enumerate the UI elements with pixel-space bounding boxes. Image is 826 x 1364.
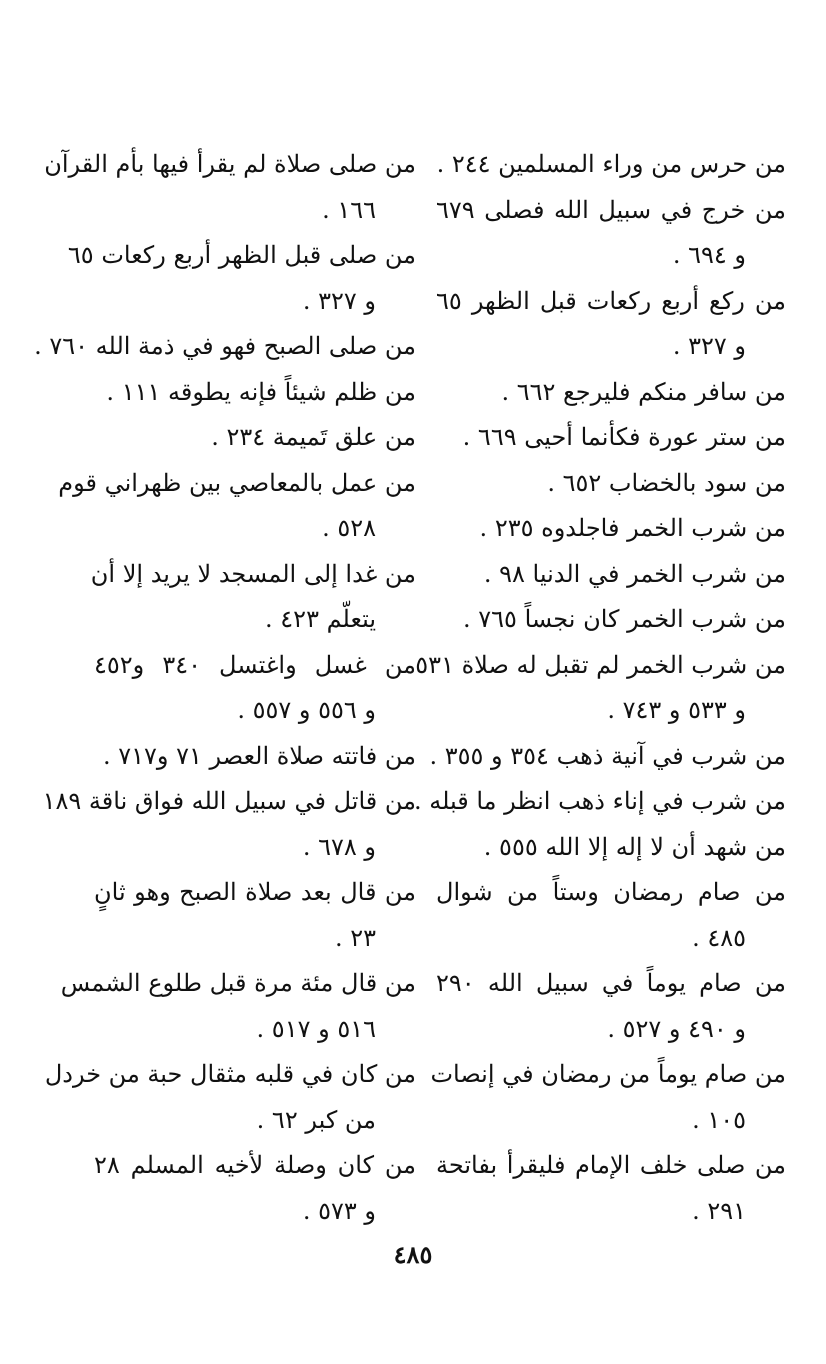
entry-continuation: و ٥٧٣ .	[302, 1196, 376, 1225]
entry-continuation: ٢٩١ .	[692, 1196, 746, 1225]
entry-continuation: و ٥٥٦ و ٥٥٧ .	[237, 696, 376, 724]
index-entry	[94, 643, 416, 734]
entry-text: من غسل واغتسل ٣٤٠ و٤٥٢	[94, 650, 416, 679]
entry-continuation: ٤٨٥ .	[692, 923, 746, 952]
entry-text: من عمل بالمعاصي بين ظهراني قوم	[58, 468, 416, 497]
entry-text: من صام رمضان وستاً من شوال	[436, 878, 786, 906]
index-entry	[34, 324, 416, 370]
entry-text: من كان وصلة لأخيه المسلم ٢٨	[94, 1151, 416, 1179]
entry-text: من قال بعد صلاة الصبح وهو ثانٍ	[94, 878, 416, 906]
entry-text: من حرس من وراء المسلمين ٢٤٤ .	[436, 150, 786, 178]
entry-text: من علق تَميمة ٢٣٤ .	[211, 423, 416, 451]
index-entry	[436, 506, 786, 552]
index-entry	[94, 734, 416, 780]
entry-text: من كان في قلبه مثقال حبة من خردل	[44, 1060, 416, 1088]
entry-text: من ركع أربع ركعات قبل الظهر ٦٥	[436, 286, 786, 315]
entry-text: من صلى قبل الظهر أربع ركعات ٦٥	[67, 241, 416, 269]
index-entry	[429, 734, 786, 780]
index-entry	[94, 870, 416, 961]
entry-continuation: يتعلّم ٤٢٣ .	[265, 605, 376, 633]
entry-continuation: و ٦٩٤ .	[672, 241, 746, 269]
index-entry	[436, 461, 786, 507]
index-entry	[44, 142, 416, 233]
index-entry	[436, 279, 786, 370]
entry-text: من قاتل في سبيل الله فواق ناقة ١٨٩	[42, 787, 416, 815]
entry-text: من صلى صلاة لم يقرأ فيها بأم القرآن	[44, 150, 416, 178]
entry-text: من شرب الخمر في الدنيا ٩٨ .	[483, 559, 786, 588]
entry-continuation: و ٥٣٣ و ٧٤٣ .	[607, 696, 746, 724]
index-column-right	[413, 142, 786, 1234]
index-entry	[436, 142, 786, 188]
entry-text: من ظلم شيئاً فإنه يطوقه ١١١ .	[106, 377, 416, 406]
entry-text: من صلى خلف الإمام فليقرأ بفاتحة	[436, 1151, 786, 1179]
entry-text: من شرب في إناء ذهب انظر ما قبله .	[413, 787, 786, 815]
index-entry	[94, 415, 416, 461]
entry-text: من صلى الصبح فهو في ذمة الله ٧٦٠ .	[34, 332, 416, 360]
entry-continuation: و ٣٢٧ .	[302, 286, 376, 315]
index-entry	[44, 1052, 416, 1143]
index-entry	[42, 779, 416, 870]
entry-text: من فاتته صلاة العصر ٧١ و٧١٧ .	[102, 741, 416, 770]
index-entry	[94, 370, 416, 416]
entry-continuation: ٢٣ .	[334, 923, 376, 952]
entry-continuation: ١٦٦ .	[322, 195, 376, 224]
index-entry	[430, 1052, 786, 1143]
entry-text: من سافر منكم فليرجع ٦٦٢ .	[501, 377, 786, 406]
index-entry	[436, 961, 786, 1052]
index-entry	[436, 597, 786, 643]
entry-continuation: و ٦٧٨ .	[302, 832, 376, 861]
index-column-left	[34, 142, 416, 1234]
index-entry	[415, 643, 786, 734]
entry-text: من شهد أن لا إله إلا الله ٥٥٥ .	[483, 832, 786, 861]
entry-text: من شرب الخمر لم تقبل له صلاة ٥٣١	[415, 650, 786, 679]
entry-continuation: من كبر ٦٢ .	[256, 1105, 376, 1134]
index-entry	[436, 1143, 786, 1234]
index-entry	[436, 870, 786, 961]
entry-text: من شرب في آنية ذهب ٣٥٤ و ٣٥٥ .	[429, 741, 786, 770]
index-entry	[436, 415, 786, 461]
entry-text: من قال مئة مرة قبل طلوع الشمس	[60, 969, 416, 997]
entry-text: من ستر عورة فكأنما أحيى ٦٦٩ .	[462, 423, 786, 451]
index-entry	[436, 825, 786, 871]
index-entry	[94, 1143, 416, 1234]
index-entry	[436, 188, 786, 279]
entry-text: من غدا إلى المسجد لا يريد إلا أن	[90, 559, 416, 588]
entry-text: من صام يوماً في سبيل الله ٢٩٠	[436, 969, 786, 997]
page-number: ٤٨٥	[393, 1240, 433, 1269]
entry-continuation: ١٠٥ .	[692, 1105, 746, 1134]
entry-text: من شرب الخمر فاجلدوه ٢٣٥ .	[479, 514, 786, 542]
index-entry	[436, 370, 786, 416]
entry-text: من خرج في سبيل الله فصلى ٦٧٩	[436, 195, 786, 224]
index-entry	[90, 552, 416, 643]
entry-text: من شرب الخمر كان نجساً ٧٦٥ .	[463, 605, 786, 633]
entry-text: من صام يوماً من رمضان في إنصات	[430, 1060, 786, 1088]
entry-continuation: و ٤٩٠ و ٥٢٧ .	[607, 1014, 746, 1043]
entry-continuation: و ٣٢٧ .	[672, 332, 746, 360]
index-entry	[436, 552, 786, 598]
index-entry	[413, 779, 786, 825]
entry-text: من سود بالخضاب ٦٥٢ .	[547, 468, 786, 497]
entry-continuation: ٥١٦ و ٥١٧ .	[256, 1014, 376, 1043]
index-entry	[60, 961, 416, 1052]
entry-continuation: ٥٢٨ .	[322, 514, 376, 542]
index-entry	[58, 461, 416, 552]
index-entry	[67, 233, 416, 324]
